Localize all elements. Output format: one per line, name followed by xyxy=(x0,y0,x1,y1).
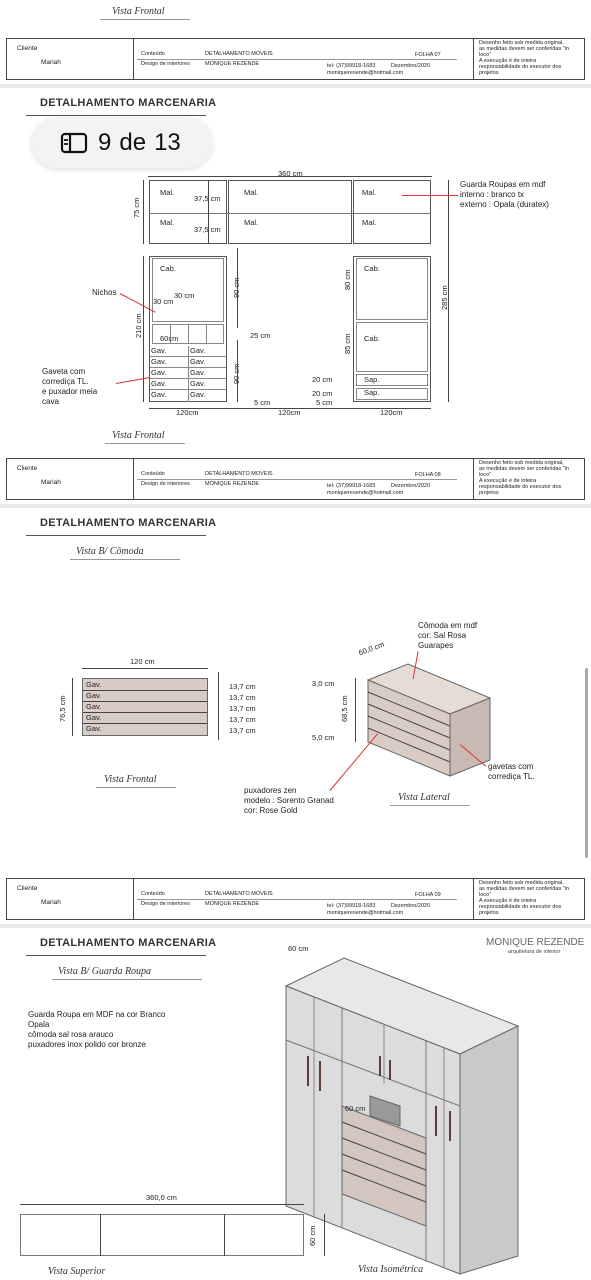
scrollbar[interactable] xyxy=(585,668,588,858)
sheet-folha-09: DETALHAMENTO MARCENARIA Vista B/ Cômoda 120 cm Gav. Gav. Gav. Gav. Gav. 76,5 cm 13,7 cm 13,7 cm 13,7 cm 13,7 cm 13,7 cm Vista Frontal 60,0 cm 3,0 cm 68,5 cm 5,0 cm Cômoda em mdf cor: Sal Rosa Guarapes puxadores zen modelo : Sorento Granad cor: Rose Gold gavetas com corrediça TL. Vista Lateral Cliente Mariah Conteúdo DETALHAMENTO MOVEIS FOLHA 09 Design de interiores MONIQUE REZENDE tel- (37)99918-1683 Dezembro/2020 moniqueresende@hotmail.com Desenho feito sob medida original, as medidas devem ser conferidas "in loco" A execução é de inteira responsabilidade do executor dos projetos xyxy=(0,508,591,924)
title-block: Cliente Mariah Conteúdo DETALHAMENTO MOVEIS FOLHA 07 Design de interiores MONIQUE REZENDE tel- (37)99918-1683 Dezembro/2020 moniqueresende@hotmail.com Desenho feito sob medida original, as medidas devem ser conferidas "in loco" A execução é de inteira responsabilidade do executor dos projetos xyxy=(6,38,585,80)
page-sep: de xyxy=(119,129,147,156)
sheet-guarda-roupa: DETALHAMENTO MARCENARIA Vista B/ Guarda Roupa MONIQUE REZENDE arquitetura de interior Guarda Roupa em MDF na cor Branco Opala cômoda sal rosa arauco puxadores inox polido cor bronze 60 cm 60 cm 360,0 cm 60 cm Vista Superior Vista Isométrica xyxy=(0,928,591,1280)
page-current: 9 xyxy=(98,129,112,156)
wardrobe-top-view xyxy=(20,1214,304,1256)
sheet-title: DETALHAMENTO MARCENARIA xyxy=(40,97,217,109)
view-label: Vista Frontal xyxy=(112,6,165,17)
sheet-folha-07 xyxy=(0,0,591,84)
page-total: 13 xyxy=(154,129,181,156)
title-block: Cliente Mariah Conteúdo DETALHAMENTO MOVEIS FOLHA 09 Design de interiores MONIQUE REZENDE tel- (37)99918-1683 Dezembro/2020 moniqueresende@hotmail.com Desenho feito sob medida original, as medidas devem ser conferidas "in loco" A execução é de inteira responsabilidade do executor dos projetos xyxy=(6,878,585,920)
brand: MONIQUE REZENDE xyxy=(486,937,585,948)
pages-icon xyxy=(60,131,88,155)
title-block: Cliente Mariah Conteúdo DETALHAMENTO MOVEIS FOLHA 08 Design de interiores MONIQUE REZENDE tel- (37)99918-1683 Dezembro/2020 moniqueresende@hotmail.com Desenho feito sob medida original, as medidas devem ser conferidas "in loco" A execução é de inteira responsabilidade do executor dos projetos xyxy=(6,458,585,500)
sheet-folha-08: DETALHAMENTO MARCENARIA 360 cm Mal. Mal. Mal. Mal. Mal. Mal. 37,5 cm 37,5 cm 75 cm Cab. 30 cm 30 cm 60cm Gav. Gav. Gav. Gav. Gav. Gav. Gav. Gav. Gav. Gav. 210 cm 90 cm 25 cm 90 cm 5 cm Cab. Cab. Sap. Sap. 80 cm 85 cm 20 cm 20 cm 5 cm 285 cm 120cm 120cm 120cm Guarda Roupas em mdf interno : branco tx externo : Opala (duratex) Nichos Gaveta com corrediça TL. e puxador meia cava Vista Frontal Cliente Mariah Conteúdo DETALHAMENTO MOVEIS FOLHA 08 Design de interiores MONIQUE REZENDE tel- (37)99918-1683 Dezembro/2020 moniqueresende@hotmail.com Desenho feito sob medida original, as medidas devem ser conferidas "in loco" A execução é de inteira responsabilidade do executor dos projetos xyxy=(0,88,591,504)
page-indicator[interactable] xyxy=(32,118,212,168)
